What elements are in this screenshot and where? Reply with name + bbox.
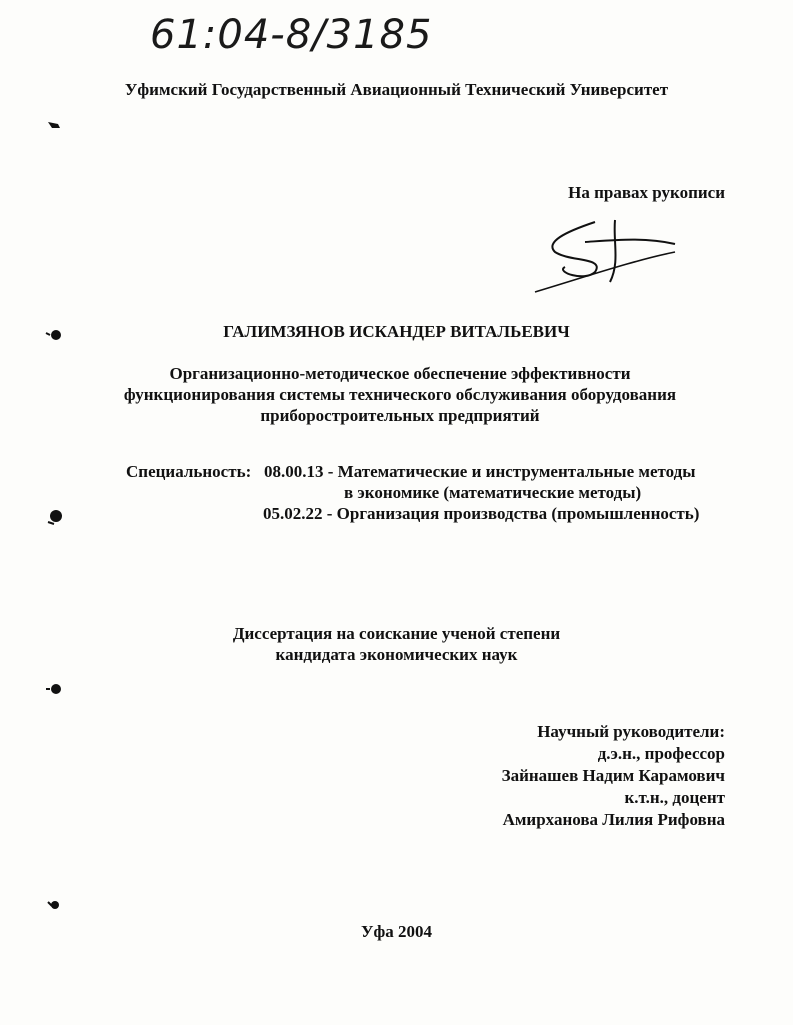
title-line: Организационно-методическое обеспечение эффективности <box>169 364 631 383</box>
archive-code-handwritten: 61:04-8/3185 <box>150 12 433 58</box>
dissertation-degree <box>0 623 793 665</box>
supervisor-1-name: Зайнашев Надим Карамович <box>501 766 725 785</box>
supervisor-1-title: д.э.н., профессор <box>597 744 725 763</box>
scan-mark-icon <box>44 118 64 132</box>
supervisor-2-name: Амирханова Лилия Рифовна <box>502 810 725 829</box>
specialty-1: 08.00.13 - Математические и инструментальные методы <box>264 462 696 481</box>
signature-icon <box>525 212 685 307</box>
dissertation-title <box>60 363 740 426</box>
city-year: Уфа 2004 <box>361 922 432 941</box>
title-line: приборостроительных предприятий <box>260 406 540 425</box>
scan-mark-icon <box>44 682 64 696</box>
supervisors-block <box>502 721 725 831</box>
scan-mark-icon <box>44 898 64 912</box>
university-name: Уфимский Государственный Авиационный Технический Университет <box>124 80 669 99</box>
supervisor-2-title: к.т.н., доцент <box>624 788 725 807</box>
supervisors-heading: Научный руководители: <box>537 722 725 741</box>
scan-mark-icon <box>44 328 64 342</box>
author-name: ГАЛИМЗЯНОВ ИСКАНДЕР ВИТАЛЬЕВИЧ <box>223 322 570 341</box>
title-line: функционирования системы технического обслуживания оборудования <box>123 385 677 404</box>
specialty-2: 05.02.22 - Организация производства (промышленность) <box>263 504 700 523</box>
scan-mark-icon <box>44 508 64 522</box>
specialty-1-continuation: в экономике (математические методы) <box>344 483 642 502</box>
degree-line: Диссертация на соискание ученой степени <box>232 624 561 643</box>
manuscript-rights-label: На правах рукописи <box>568 183 725 202</box>
specialty-label: Специальность: <box>126 462 252 481</box>
degree-line: кандидата экономических наук <box>275 645 518 664</box>
